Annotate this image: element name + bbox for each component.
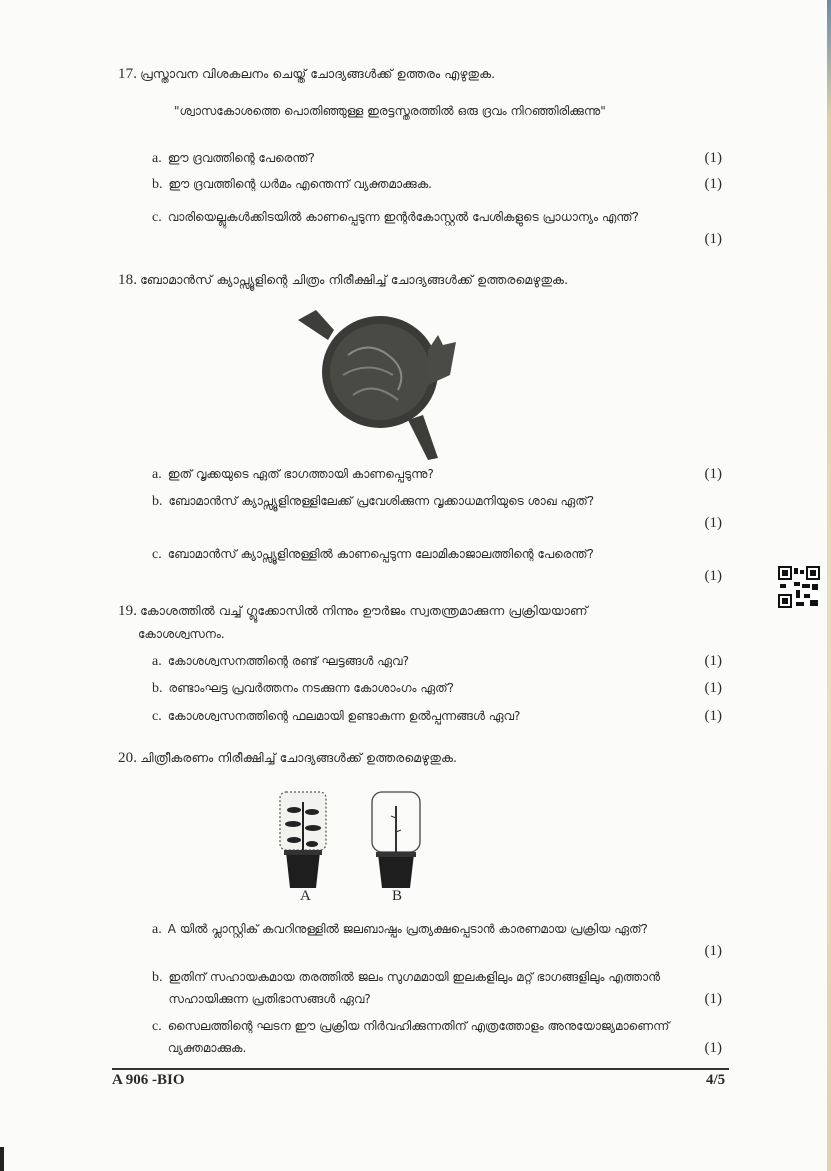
question-20c xyxy=(152,1015,722,1059)
marks: (1) xyxy=(704,466,722,482)
sub-text: വാരിയെല്ലുകൾക്കിടയിൽ കാണപ്പെടുന്ന ഇന്റർകോസ്റ്റൽ പേശികളുടെ പ്രാധാന്യം എന്ത്? xyxy=(167,210,639,224)
question-17c xyxy=(152,206,722,250)
sub-label: b. xyxy=(152,970,163,985)
question-19-prompt-continued: കോശശ്വസനം. xyxy=(138,627,225,641)
marks: (1) xyxy=(704,515,722,531)
question-18b xyxy=(152,490,722,534)
question-19a xyxy=(152,650,722,672)
bowmans-capsule-figure xyxy=(288,300,468,460)
marks: (1) xyxy=(704,943,722,959)
paper-code: A 906 -BIO xyxy=(112,1072,185,1088)
question-prompt: കോശത്തിൽ വച്ച് ഗ്ലൂക്കോസിൽ നിന്നും ഊർജം സ്വതന്ത്രമാക്കുന്ന പ്രക്രിയയാണ് xyxy=(140,603,588,618)
sub-label: a. xyxy=(152,922,162,937)
sub-text: A യിൽ പ്ലാസ്റ്റിക് കവറിനുള്ളിൽ ജലബാഷ്പം പ്രത്യക്ഷപ്പെടാൻ കാരണമായ പ്രക്രിയ ഏത്? xyxy=(167,922,648,936)
sub-label: c. xyxy=(152,547,162,562)
marks: (1) xyxy=(704,1040,722,1056)
figure-label-b: B xyxy=(392,888,403,904)
scan-corner xyxy=(0,1147,4,1171)
sub-label: c. xyxy=(152,210,162,225)
question-19-heading xyxy=(118,603,588,620)
question-20a xyxy=(152,918,722,962)
plants-figure xyxy=(270,788,440,908)
sub-text: ബോമാൻസ് ക്യാപ്സ്യൂളിനുള്ളിൽ കാണപ്പെടുന്ന ലോമികാജാലത്തിന്റെ പേരെന്ത്? xyxy=(167,547,594,561)
question-prompt: പ്രസ്താവന വിശകലനം ചെയ്ത് ചോദ്യങ്ങൾക്ക് ഉത്തരം എഴുതുക. xyxy=(140,66,496,81)
marks: (1) xyxy=(704,150,722,166)
question-18c xyxy=(152,543,722,587)
sub-label: b. xyxy=(152,681,163,696)
question-number: 19. xyxy=(118,603,138,619)
marks: (1) xyxy=(704,176,722,192)
sub-label: c. xyxy=(152,1019,162,1034)
footer-divider xyxy=(112,1068,729,1070)
question-17-heading xyxy=(118,66,495,83)
question-17b xyxy=(152,173,722,195)
marks: (1) xyxy=(704,231,722,247)
figure-label-a: A xyxy=(300,888,311,904)
marks: (1) xyxy=(704,680,722,696)
question-number: 18. xyxy=(118,272,138,288)
question-20-heading xyxy=(118,750,457,767)
sub-label: a. xyxy=(152,467,162,482)
sub-text: ബോമാൻസ് ക്യാപ്സ്യൂളിനുള്ളിലേക്ക് പ്രവേശിക്കുന്ന വൃക്കാധമനിയുടെ ശാഖ ഏത്? xyxy=(168,494,595,508)
page-number: 4/5 xyxy=(706,1072,726,1088)
question-18-heading xyxy=(118,272,568,289)
sub-label: b. xyxy=(152,177,163,192)
question-prompt: ചിത്രീകരണം നിരീക്ഷിച്ച് ചോദ്യങ്ങൾക്ക് ഉത്തരമെഴുതുക. xyxy=(140,750,458,765)
sub-text: കോശശ്വസനത്തിന്റെ രണ്ട് ഘട്ടങ്ങൾ ഏവ? xyxy=(167,654,409,668)
sub-text: കോശശ്വസനത്തിന്റെ ഫലമായി ഉണ്ടാകുന്ന ഉൽപ്പന്നങ്ങൾ ഏവ? xyxy=(167,709,521,723)
sub-label: b. xyxy=(152,494,163,509)
question-18a xyxy=(152,463,722,485)
sub-label: c. xyxy=(152,709,162,724)
marks: (1) xyxy=(704,653,722,669)
question-prompt: ബോമാൻസ് ക്യാപ്സ്യൂളിന്റെ ചിത്രം നിരീക്ഷിച്ച് ചോദ്യങ്ങൾക്ക് ഉത്തരമെഴുതുക. xyxy=(140,272,569,287)
sub-label: a. xyxy=(152,151,162,166)
marks: (1) xyxy=(704,568,722,584)
question-19c xyxy=(152,705,722,727)
sub-text: ഇത് വൃക്കയുടെ ഏത് ഭാഗത്തായി കാണപ്പെടുന്നു? xyxy=(167,467,434,481)
plant-pots-illustration xyxy=(270,788,440,888)
question-number: 20. xyxy=(118,750,138,766)
qr-code xyxy=(778,566,820,608)
question-17-statement: "ശ്വാസകോശത്തെ പൊതിഞ്ഞുള്ള ഇരട്ടസ്തരത്തിൽ ഒരു ദ്രവം നിറഞ്ഞിരിക്കുന്നു" xyxy=(174,104,606,118)
question-20b xyxy=(152,966,722,1010)
sub-text: ഈ ദ്രവത്തിന്റെ പേരെന്ത്? xyxy=(167,151,315,165)
marks: (1) xyxy=(704,708,722,724)
sub-text: രണ്ടാംഘട്ട പ്രവർത്തനം നടക്കുന്ന കോശാംഗം ഏത്? xyxy=(168,681,455,695)
sub-text: ഇതിന് സഹായകമായ തരത്തിൽ ജലം സുഗമമായി ഇലകളിലും മറ്റ് ഭാഗങ്ങളിലും എത്താൻ സഹായിക്കുന്ന പ്രതിഭാസങ്ങൾ ഏവ? xyxy=(168,970,661,1006)
question-17a xyxy=(152,147,722,169)
sub-label: a. xyxy=(152,654,162,669)
marks: (1) xyxy=(704,991,722,1007)
sub-text: സൈലത്തിന്റെ ഘടന ഈ പ്രക്രിയ നിർവഹിക്കുന്നതിന് എത്രത്തോളം അനുയോജ്യമാണെന്ന് വ്യക്തമാക്കുക. xyxy=(167,1019,670,1055)
scan-edge xyxy=(827,0,831,1171)
question-number: 17. xyxy=(118,66,138,82)
sub-text: ഈ ദ്രവത്തിന്റെ ധർമം എന്തെന്ന് വ്യക്തമാക്കുക. xyxy=(168,177,432,191)
question-19b xyxy=(152,677,722,699)
